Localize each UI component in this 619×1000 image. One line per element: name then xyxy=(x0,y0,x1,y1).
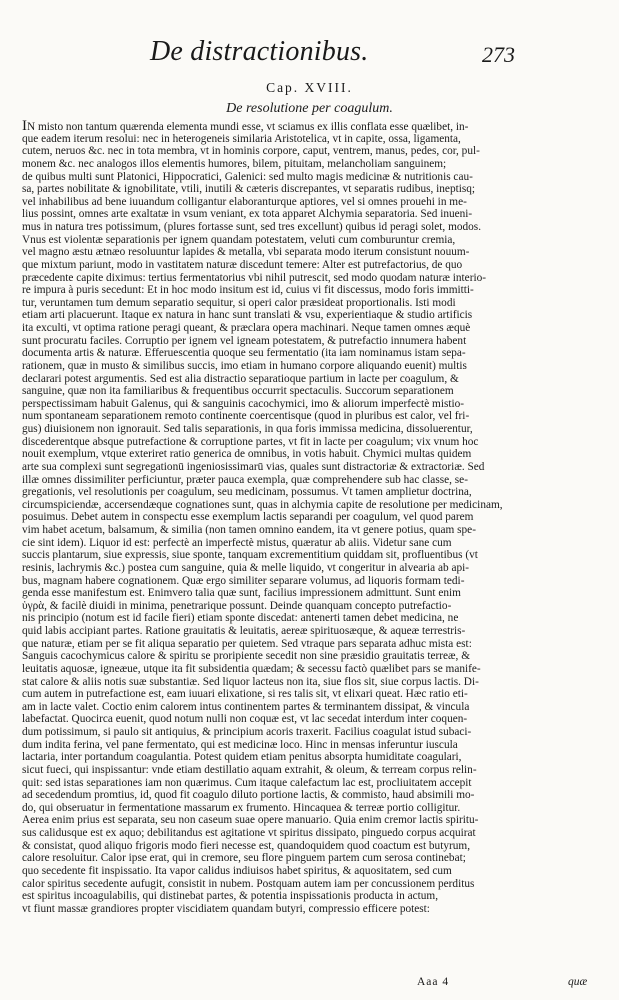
text-line: declarari potest argumentis. Sed est alia distractio separatioque partium in lacte per coagulum, & xyxy=(22,372,459,385)
text-line: sunt procuratu faciles. Corruptio per ignem vel igneam potestatem, & putrefactio innumera habent xyxy=(22,334,467,347)
text-line: cie sint idem). Liquor id est: perfectè an imperfectè mistus, quæratur ab aliis. Videtur sane cum xyxy=(22,536,452,549)
text-line: lius possint, omnes arte exaltatæ in vsum veniant, ex tota apparet Alchymia separatoria. Sed inueni- xyxy=(22,208,473,221)
text-line: cutem, neruos &c. nec in tota membra, vt in hominis corpore, caput, ventrem, manus, pedes, cor, pul- xyxy=(22,145,480,158)
text-line: re impura à puris secedunt: Et in hoc modo insitum est id, cuius vi fit discessus, modo foris immitti- xyxy=(22,284,474,297)
text-line: Aerea enim prius est separata, seu non caseum suae opere manuario. Quia enim cremor lactis spiritu- xyxy=(22,814,479,827)
text-line: dum indita ferina, vel pane fermentato, qui est medicinæ loco. Hinc in mensas inferuntur iuscula xyxy=(22,738,458,751)
chapter-heading: Cap. XVIII. xyxy=(266,80,353,95)
text-line: calor spiritus secedente aufugit, consistit in nubem. Postquam autem iam per concussionem perditus xyxy=(22,877,475,890)
text-line: sicut fueci, qui inspissantur: vnde etiam destillatio aquam extrahit, & oleum, & terream corpus relin- xyxy=(22,763,477,776)
text-line: tur, veruntamen tum demum separatio sequitur, si operi calor præsideat proportionalis. Isti modi xyxy=(22,296,456,309)
text-line: discederentque absque putrefactione & corruptione partes, vt fit in lacte per coagulum; vix vnum hoc xyxy=(22,435,479,448)
text-line: quit: sed istas separationes iam non quærimus. Cum itaque calefactum lac est, procliuitatem accepit xyxy=(22,776,472,789)
text-line: stat calore & aliis notis suæ substantiæ. Sed liquor lacteus non ita, siue flos sit, siue corpus lactis. Di- xyxy=(22,675,479,688)
text-line: am in lacte valet. Coctio enim calorem intus continentem partes & terminantem dissipat, & vincula xyxy=(22,700,470,713)
text-line: posuimus. Debet autem in conspectu esse exemplum lactis separandi per coagulum, vel quod parem xyxy=(22,511,474,524)
text-line: succis plantarum, siue expressis, siue sponte, tanquam excrementitium quiddam sit, profluentibus (vt xyxy=(22,549,478,562)
body-text xyxy=(22,120,615,915)
text-line: & consistat, quod aliquo frigoris modo fieri necesse est, quandoquidem quod coactum est butyrum, xyxy=(22,839,471,852)
text-line: labefactat. Quocirca euenit, quod notum nulli non coquæ est, vt lac secedat interdum inter coquen- xyxy=(22,713,468,726)
chapter-title: De resolutione per coagulum. xyxy=(226,101,393,116)
text-line: Vnus est violentæ separationis per ignem quandam potestatem, veluti cum comburuntur cremia, xyxy=(22,233,456,246)
text-line: que naturæ, etiam per se fit aliqua separatio per quietem. Sed vtraque pars separata adhuc mista est: xyxy=(22,637,472,650)
text-line: genda esse manifestum est. Enimvero talia quæ sunt, facilius impressionem admittunt. Sunt enim xyxy=(22,587,461,600)
text-line: de quibus multi sunt Platonici, Hippocratici, Galenici: sed multo magis medicinæ & nutritionis cau- xyxy=(22,170,473,183)
text-line: nis principio (notum est id facile fieri) etiam sponte discedat: antenerti tamen debet medicina, ne xyxy=(22,612,459,625)
text-line: mus in natura tres potissimum, (plures fortasse sunt, sed tres excellunt) quibus id peragi solet, modos. xyxy=(22,221,482,233)
text-line: que eadem iterum resolui: nec in heterogeneis similaria Aristotelica, vt in capite, ossa, ligamenta, xyxy=(22,132,461,145)
text-line: ὑγρὰ, & facilè diuidi in minima, penetrarique possunt. Deinde quanquam concepto putrefactio- xyxy=(22,599,452,612)
page-number: 273 xyxy=(482,42,515,67)
text-line: vim habet acetum, balsamum, & similia (non tamen omnino eandem, ita vt genere potius, quam spe- xyxy=(22,524,476,536)
text-line: illæ omnes dissimiliter perficiuntur, præter pauca exempla, quæ comprehendere sub hac classe, se- xyxy=(22,473,468,486)
text-line: circumspiciendæ, accersendæque cognationes sunt, quas in alchymia capite de resolutione per medicinam, xyxy=(22,498,503,511)
text-line: ita exculti, vt optima ratione peragi queant, & præclara opera machinari. Neque tamen omnes æquè xyxy=(22,322,471,334)
text-line: resinis, lachrymis &c.) postea cum sanguine, quia & melle liquido, vt congeritur in alvearia ab api- xyxy=(22,561,470,574)
text-line: præcedente capite diximus: tertius fermentatorius vbi nihil putrescit, sed modo quodam naturæ interio- xyxy=(22,271,487,284)
catchword: quæ xyxy=(568,976,588,988)
text-line: documenta artis & naturæ. Efferuescentia quoque seu fermentatio (ita iam nominamus istam sepa- xyxy=(22,347,466,360)
text-line: lactaria, inter portandum coagulantia. Potest quidem etiam penitus absorpta humiditate coagulari, xyxy=(22,751,462,764)
text-line: do, qui obseruatur in fermentatione massarum ex frumento. Hincaquea & terreæ portio colligitur. xyxy=(22,801,461,814)
text-line: num spontaneam separationem remoto continente coercentisque (quod in pluribus est calor, vel fri- xyxy=(22,410,470,423)
text-line: sanguine, quæ non ita familiaribus & frequentibus occurrit spectaculis. Succorum separationem xyxy=(22,385,454,398)
text-line: gregationis, vel resolutionis per coagulum, seu medicinam, possumus. Vt tamen amplietur doctrina, xyxy=(22,486,472,499)
running-title: De distractionibus. xyxy=(150,36,369,67)
text-line: monem &c. nec analogos illos elementis humores, bilem, pituitam, melancholiam sanguinem; xyxy=(22,157,447,170)
text-line: quo secedente fit inspissatio. Ita vapor calidus indiuisos habet spiritus, & aquositatem, sed cum xyxy=(22,864,452,877)
text-line: arte sua complexi sunt segregationū ingeniosissimarū vias, quales sunt distractoriæ & extractoriæ. Sed xyxy=(22,460,485,473)
signature-mark: Aaa 4 xyxy=(417,976,450,988)
text-line: est spiritus incoagulabilis, qui distinebat partes, & potentia inspissationis producta in actum, xyxy=(22,890,439,903)
text-line: sa, partes nobilitate & ignobilitate, vtili, inutili & cæteris discrepantes, vt separatis rudibus, ineptisq; xyxy=(22,183,476,196)
text-line: vel inhabilibus ad bene iuuandum colligantur elaboranturque aptiores, vel si omnes prouehi in me- xyxy=(22,195,467,208)
text-line: perspectissimam habuit Galenus, qui & sanguinis cacochymici, imo & aliorum imperfectè mistio- xyxy=(22,397,465,410)
text-line: IN misto non tantum quærenda elementa mundi esse, vt sciamus ex illis conflata esse quælibet, in- xyxy=(22,120,469,133)
text-line: gus) diuisionem non ignorauit. Sed talis separationis, in qua foris immissa medicina, dissoluerentur, xyxy=(22,423,473,435)
text-line: ad secedendum promtius, id, quod fit coagulo diluto portione lactis, & commisto, haud absimili mo- xyxy=(22,789,475,802)
text-line: dum potissimum, si paulo sit antiquius, & principium acoris traxerit. Facilius coagulat istud subaci- xyxy=(22,726,472,738)
text-line: calore resoluitur. Calor ipse erat, qui in cremore, seu flore pinguem partem cum serosa continebat; xyxy=(22,852,466,865)
text-line: que mixtum pariunt, modo in vastitatem naturæ discedunt temere: Alter est putrefactorius, de quo xyxy=(22,258,463,271)
text-line: bus, magnam habere cognationem. Quæ ergo similiter separare volumus, ad liquoris formam tedi- xyxy=(22,574,465,587)
text-line: nouit exemplum, vtque exteriret ratio generica de omnibus, in votis habuit. Chymici multas quidem xyxy=(22,448,472,461)
text-line: quid labis accipiant partes. Ratione grauitatis & leuitatis, aereæ spirituosæque, & aqueæ terrestris- xyxy=(22,625,466,637)
text-line: leuitatis aquosæ, igneæue, utque ita fit subsidentia quædam; & secessu factò quælibet pars se manife- xyxy=(22,662,481,675)
text-line: rationem, quæ in musto & similibus succis, imo etiam in humano corpore aliquando euenit) multis xyxy=(22,359,467,372)
text-line: Sanguis cacochymicus calore & spiritu se proripiente secedit non sine præsidio grauitatis terreæ, & xyxy=(22,650,470,663)
text-line: vel magno æstu ætnæo resoluuntur lapides & metalla, vbi separata modo iterum consistunt nouum- xyxy=(22,246,470,259)
text-line: sus calidusque est ex aquo; debilitandus est agitatione vt spiritus dissipato, pinguedo corpus acquirat xyxy=(22,827,476,839)
text-line: vt fiunt massæ grandiores propter viscidiatem quandam butyri, compressio efficere potest: xyxy=(22,902,430,915)
text-line: etiam arti placuerunt. Itaque ex natura in hanc sunt translati & vsu, experientiaque & studio artificis xyxy=(22,309,473,322)
text-line: cum autem in putrefactione est, eam iuuari elixatione, si res talis sit, vt elixari queat. Hæc ratio eti- xyxy=(22,688,468,701)
